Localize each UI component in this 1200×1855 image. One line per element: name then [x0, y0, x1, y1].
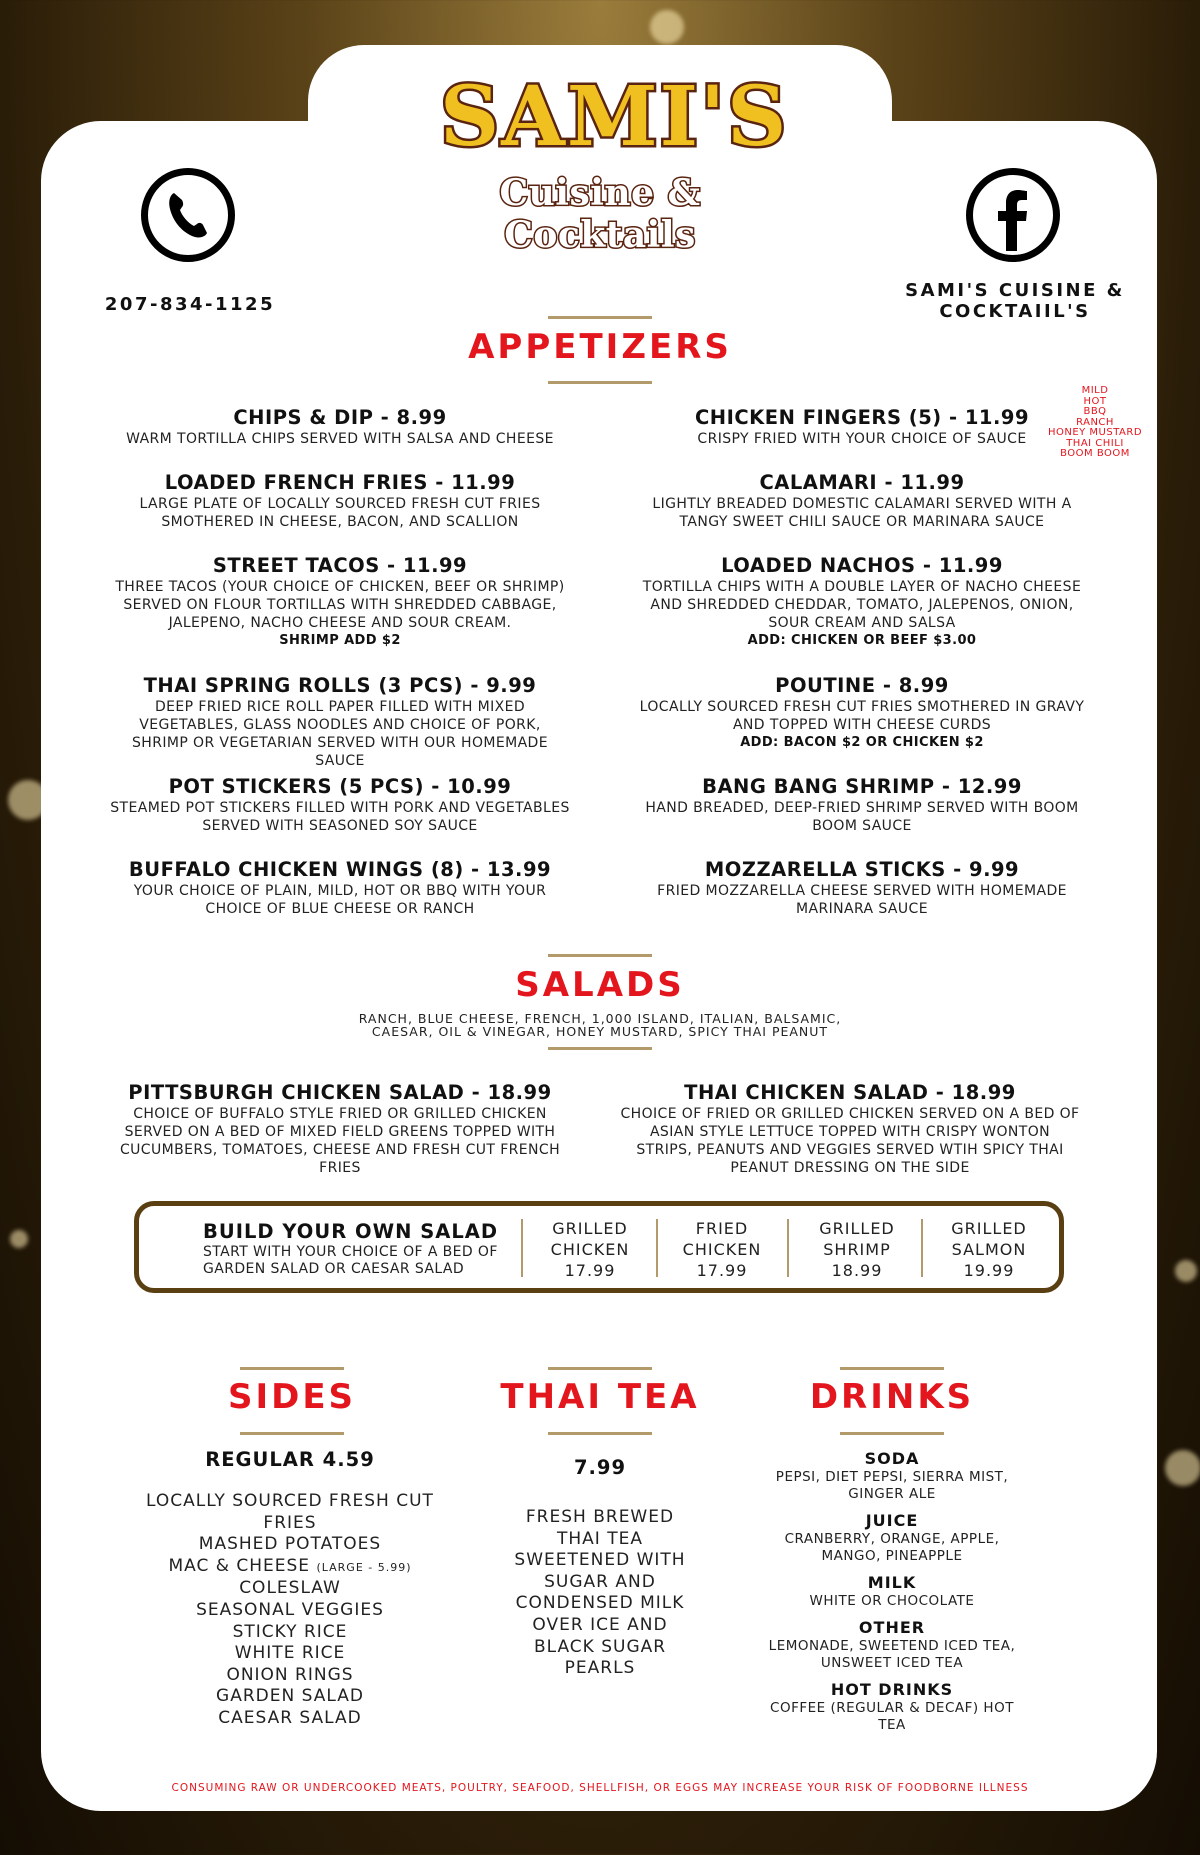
- phone-number[interactable]: 207-834-1125: [104, 294, 276, 315]
- sauce-item: RANCH: [1076, 416, 1114, 428]
- item-desc: LARGE PLATE OF LOCALLY SOURCED FRESH CUT FRIES SMOTHERED IN CHEESE, BACON, AND SCALLION: [139, 496, 541, 530]
- byo-option-price: 17.99: [696, 1261, 748, 1280]
- food-safety-disclaimer: CONSUMING RAW OR UNDERCOOKED MEATS, POULTRY, SEAFOOD, SHELLFISH, OR EGGS MAY INCREASE YOUR RISK OF FOODBORNE ILLNESS: [171, 1782, 1029, 1794]
- byo-desc: START WITH YOUR CHOICE OF A BED OF GARDEN SALAD OR CAESAR SALAD: [203, 1244, 498, 1277]
- item-name: CALAMARI - 11.99: [759, 471, 965, 494]
- thai-tea-line: SUGAR AND: [544, 1571, 656, 1592]
- item-name: PITTSBURGH CHICKEN SALAD - 18.99: [128, 1081, 552, 1104]
- section-rule: [548, 316, 652, 319]
- item-name: MOZZARELLA STICKS - 9.99: [704, 858, 1020, 881]
- section-rule: [548, 381, 652, 384]
- section-rule: [548, 1432, 652, 1435]
- byo-option-line2: SHRIMP: [823, 1240, 891, 1259]
- section-rule: [548, 954, 652, 957]
- sauce-item: HOT: [1083, 395, 1107, 407]
- byo-option-grilled-salmon: [929, 1218, 1049, 1281]
- item-name: CHICKEN FINGERS (5) - 11.99: [694, 406, 1030, 429]
- item-desc: FRIED MOZZARELLA CHEESE SERVED WITH HOMEMADE MARINARA SAUCE: [657, 883, 1067, 917]
- side-item: SEASONAL VEGGIES: [196, 1599, 384, 1620]
- side-item-label: MAC & CHEESE: [168, 1555, 311, 1576]
- item-name: STREET TACOS - 11.99: [212, 554, 468, 577]
- dressing-list: RANCH, BLUE CHEESE, FRENCH, 1,000 ISLAND, ITALIAN, BALSAMIC, CAESAR, OIL & VINEGAR, HONEY MUSTARD, SPICY THAI PEANUT: [358, 1011, 842, 1039]
- bokeh-sparkle: [1175, 1260, 1197, 1282]
- menu-item-calamari: [632, 471, 1092, 531]
- item-desc: WARM TORTILLA CHIPS SERVED WITH SALSA AND CHEESE: [126, 431, 554, 447]
- side-item: LOCALLY SOURCED FRESH CUT: [146, 1491, 434, 1511]
- byo-title: BUILD YOUR OWN SALAD: [203, 1220, 499, 1243]
- thai-tea-line: BLACK SUGAR: [533, 1636, 667, 1657]
- thai-tea-line: SWEETENED WITH: [514, 1550, 686, 1571]
- item-name: POUTINE - 8.99: [775, 674, 949, 697]
- drink-group-desc: WHITE OR CHOCOLATE: [809, 1593, 975, 1609]
- item-name: CHIPS & DIP - 8.99: [233, 406, 447, 429]
- byo-option-price: 19.99: [963, 1261, 1015, 1280]
- sauce-item: HONEY MUSTARD: [1047, 427, 1143, 438]
- item-desc: HAND BREADED, DEEP-FRIED SHRIMP SERVED WITH BOOM BOOM SAUCE: [645, 800, 1079, 834]
- salads-title: SALADS: [515, 965, 685, 1005]
- side-item: COLESLAW: [239, 1578, 341, 1599]
- drink-group-desc: LEMONADE, SWEETEND ICED TEA, UNSWEET ICED TEA: [768, 1638, 1016, 1671]
- byo-option-line1: GRILLED: [819, 1219, 895, 1238]
- item-name: POT STICKERS (5 PCS) - 10.99: [168, 775, 512, 798]
- section-rule: [240, 1432, 344, 1435]
- side-item: ONION RINGS: [226, 1664, 354, 1685]
- menu-item-pot-stickers: [110, 775, 570, 835]
- sami-logo: [400, 62, 800, 256]
- thai-tea-line: THAI TEA: [557, 1528, 643, 1549]
- section-rule: [240, 1367, 344, 1370]
- bokeh-sparkle: [1165, 1450, 1200, 1486]
- item-desc: CHOICE OF BUFFALO STYLE FRIED OR GRILLED CHICKEN SERVED ON A BED OF MIXED FIELD GREENS TOPPED WITH CUCUMBERS, TOMATOES, CHEESE AND FRESH CUT FRENCH FRIES: [119, 1106, 560, 1176]
- item-name: LOADED FRENCH FRIES - 11.99: [164, 471, 516, 494]
- byo-option-line1: FRIED: [695, 1219, 749, 1238]
- thai-tea-line: FRESH BREWED: [525, 1507, 675, 1527]
- side-item: STICKY RICE: [232, 1621, 348, 1642]
- thai-tea-price: 7.99: [573, 1456, 627, 1479]
- item-desc: LOCALLY SOURCED FRESH CUT FRIES SMOTHERED IN GRAVY AND TOPPED WITH CHEESE CURDS: [639, 699, 1085, 733]
- item-note: ADD: BACON $2 OR CHICKEN $2: [740, 735, 984, 750]
- drink-group-title: HOT DRINKS: [830, 1680, 954, 1699]
- menu-item-poutine: [632, 674, 1092, 752]
- sauce-item: BOOM BOOM: [1060, 448, 1130, 459]
- sides-title: SIDES: [227, 1377, 357, 1417]
- menu-item-street-tacos: [110, 554, 570, 650]
- byo-option-line1: GRILLED: [951, 1219, 1027, 1238]
- byo-option-price: 18.99: [831, 1261, 883, 1280]
- thai-tea-title: THAI TEA: [500, 1377, 700, 1417]
- item-note: SHRIMP ADD $2: [279, 633, 401, 648]
- menu-item-pittsburgh-salad: [110, 1081, 570, 1177]
- byo-option-fried-chicken: [662, 1218, 782, 1281]
- side-item: GARDEN SALAD: [216, 1686, 364, 1707]
- menu-item-chicken-fingers: [632, 406, 1092, 448]
- facebook-name[interactable]: [900, 280, 1130, 322]
- sauce-list: [1030, 386, 1160, 460]
- side-item: FRIES: [263, 1512, 317, 1533]
- drink-group-title: JUICE: [865, 1511, 919, 1530]
- item-desc: THREE TACOS (YOUR CHOICE OF CHICKEN, BEEF OR SHRIMP) SERVED ON FLOUR TORTILLAS WITH SHREDDED CABBAGE, JALEPENO, NACHO CHEESE AND SOUR CREAM.: [115, 579, 565, 631]
- byo-intro: [203, 1220, 503, 1278]
- item-name: THAI SPRING ROLLS (3 PCS) - 9.99: [143, 674, 537, 697]
- side-item-mac-cheese: [120, 1556, 460, 1579]
- byo-option-line2: CHICKEN: [550, 1240, 630, 1259]
- byo-divider: [656, 1219, 658, 1277]
- facebook-name-line2: COCKTAIIL'S: [939, 301, 1091, 322]
- drink-group-desc: PEPSI, DIET PEPSI, SIERRA MIST, GINGER ALE: [775, 1469, 1009, 1502]
- drink-group-desc: COFFEE (REGULAR & DECAF) HOT TEA: [770, 1700, 1014, 1733]
- byo-divider: [521, 1219, 523, 1277]
- item-desc: YOUR CHOICE OF PLAIN, MILD, HOT OR BBQ WITH YOUR CHOICE OF BLUE CHEESE OR RANCH: [133, 883, 547, 917]
- item-desc: STEAMED POT STICKERS FILLED WITH PORK AND VEGETABLES SERVED WITH SEASONED SOY SAUCE: [110, 800, 570, 834]
- thai-tea-line: OVER ICE AND: [532, 1614, 668, 1635]
- menu-item-mozzarella-sticks: [632, 858, 1092, 918]
- bokeh-sparkle: [10, 1230, 28, 1248]
- thai-tea-info: [480, 1456, 720, 1680]
- item-desc: CRISPY FRIED WITH YOUR CHOICE OF SAUCE: [697, 431, 1027, 447]
- byo-divider: [921, 1219, 923, 1277]
- item-name: BUFFALO CHICKEN WINGS (8) - 13.99: [128, 858, 552, 881]
- menu-item-loaded-fries: [110, 471, 570, 531]
- thai-tea-line: PEARLS: [564, 1658, 636, 1679]
- build-your-own-salad-box: [134, 1201, 1064, 1293]
- drinks-title: DRINKS: [809, 1377, 975, 1417]
- sauce-item: MILD: [1081, 385, 1109, 396]
- drink-group-desc: CRANBERRY, ORANGE, APPLE, MANGO, PINEAPPLE: [784, 1531, 1000, 1564]
- facebook-icon[interactable]: [966, 168, 1060, 262]
- byo-option-line2: CHICKEN: [682, 1240, 762, 1259]
- item-desc: DEEP FRIED RICE ROLL PAPER FILLED WITH MIXED VEGETABLES, GLASS NOODLES AND CHOICE OF PORK, SHRIMP OR VEGETARIAN SERVED WITH OUR HOMEMADE SAUCE: [131, 699, 548, 769]
- section-rule: [548, 1367, 652, 1370]
- phone-icon[interactable]: [141, 168, 235, 262]
- item-name: LOADED NACHOS - 11.99: [721, 554, 1003, 577]
- sauce-item: BBQ: [1083, 406, 1107, 417]
- menu-item-loaded-nachos: [632, 554, 1092, 650]
- menu-item-thai-spring-rolls: [110, 674, 570, 770]
- logo-tagline: Cuisine & Cocktails: [499, 172, 701, 256]
- sides-list: [120, 1448, 460, 1730]
- section-rule: [840, 1432, 944, 1435]
- byo-option-price: 17.99: [564, 1261, 616, 1280]
- drinks-list: [762, 1449, 1022, 1734]
- side-item: MASHED POTATOES: [198, 1534, 382, 1555]
- facebook-name-line1: SAMI'S CUISINE &: [905, 280, 1125, 301]
- item-note: ADD: CHICKEN OR BEEF $3.00: [747, 633, 977, 648]
- byo-option-line2: SALMON: [951, 1240, 1027, 1259]
- section-rule: [548, 1047, 652, 1050]
- side-item: WHITE RICE: [234, 1643, 346, 1664]
- item-desc: LIGHTLY BREADED DOMESTIC CALAMARI SERVED WITH A TANGY SWEET CHILI SAUCE OR MARINARA SAUCE: [652, 496, 1072, 530]
- bokeh-sparkle: [650, 10, 684, 44]
- sauce-item: THAI CHILI: [1066, 437, 1124, 449]
- drink-group-title: MILK: [867, 1573, 917, 1592]
- section-rule: [840, 1367, 944, 1370]
- thai-tea-line: CONDENSED MILK: [515, 1593, 685, 1614]
- item-desc: TORTILLA CHIPS WITH A DOUBLE LAYER OF NACHO CHEESE AND SHREDDED CHEDDAR, TOMATO, JALEPENOS, ONION, SOUR CREAM AND SALSA: [642, 579, 1082, 631]
- byo-option-grilled-shrimp: [797, 1218, 917, 1281]
- item-name: THAI CHICKEN SALAD - 18.99: [684, 1081, 1016, 1104]
- drink-group-title: SODA: [864, 1449, 920, 1468]
- appetizers-title: APPETIZERS: [468, 327, 732, 367]
- logo-wordmark: SAMI'S: [440, 69, 789, 165]
- menu-item-chips-dip: [110, 406, 570, 448]
- byo-divider: [787, 1219, 789, 1277]
- byo-option-line1: GRILLED: [552, 1219, 628, 1238]
- menu-item-thai-salad: [620, 1081, 1080, 1177]
- sides-price: REGULAR 4.59: [205, 1448, 375, 1471]
- item-name: BANG BANG SHRIMP - 12.99: [702, 775, 1022, 798]
- side-item-note: (LARGE - 5.99): [316, 1560, 412, 1574]
- item-desc: CHOICE OF FRIED OR GRILLED CHICKEN SERVED ON A BED OF ASIAN STYLE LETTUCE TOPPED WITH CRISPY WONTON STRIPS, PEANUTS AND VEGGIES SERVED WTIH SPICY THAI PEANUT DRESSING ON THE SIDE: [620, 1106, 1080, 1176]
- menu-item-buffalo-wings: [110, 858, 570, 918]
- drink-group-title: OTHER: [858, 1618, 926, 1637]
- side-item: CAESAR SALAD: [218, 1707, 362, 1728]
- byo-option-grilled-chicken: [530, 1218, 650, 1281]
- menu-item-bang-bang-shrimp: [632, 775, 1092, 835]
